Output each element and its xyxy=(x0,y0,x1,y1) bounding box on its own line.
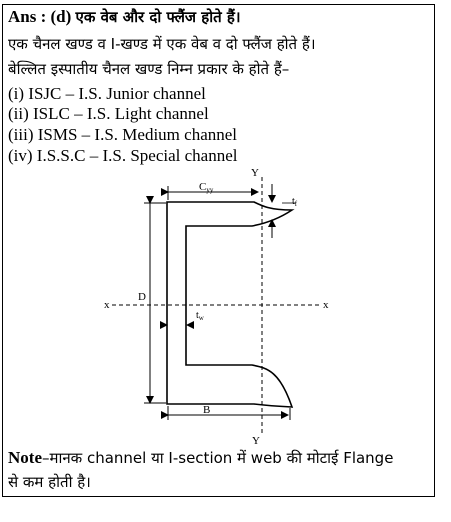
y-label-top: Y xyxy=(251,167,259,179)
answer-label: Ans : (d) xyxy=(8,7,72,26)
y-label-bottom: Y xyxy=(252,435,260,447)
paragraph-line-2: बेल्लित इस्पातीय चैनल खण्ड निम्न प्रकार के होते हैं– xyxy=(8,60,290,78)
tf-label: $t_f$ xyxy=(292,196,298,208)
tw-label: $t_w$ xyxy=(196,310,204,322)
x-label-left: x xyxy=(104,299,110,311)
note-line-1 xyxy=(8,448,393,468)
note-text-1: –मानक channel या I-section में web की मोटाई Flange xyxy=(41,449,394,467)
paragraph-line-1: एक चैनल खण्ड व I-खण्ड में एक वेब व दो फ्लैंज होते हैं। xyxy=(8,35,316,53)
note-label: Note xyxy=(8,448,42,467)
cyy-label: Cyy xyxy=(199,181,214,194)
x-label-right: x xyxy=(323,299,329,311)
list-item-4: (iv) I.S.S.C – I.S. Special channel xyxy=(8,146,238,165)
d-label: D xyxy=(138,291,146,303)
list-item-1: (i) ISJC – I.S. Junior channel xyxy=(8,84,206,103)
answer-title: एक वेब और दो फ्लैंज होते हैं। xyxy=(75,8,241,26)
list-item-3: (iii) ISMS – I.S. Medium channel xyxy=(8,125,238,144)
list-item-2: (ii) ISLC – I.S. Light channel xyxy=(8,104,209,123)
b-label: B xyxy=(203,404,211,416)
note-line-2: से कम होती है। xyxy=(8,473,91,491)
